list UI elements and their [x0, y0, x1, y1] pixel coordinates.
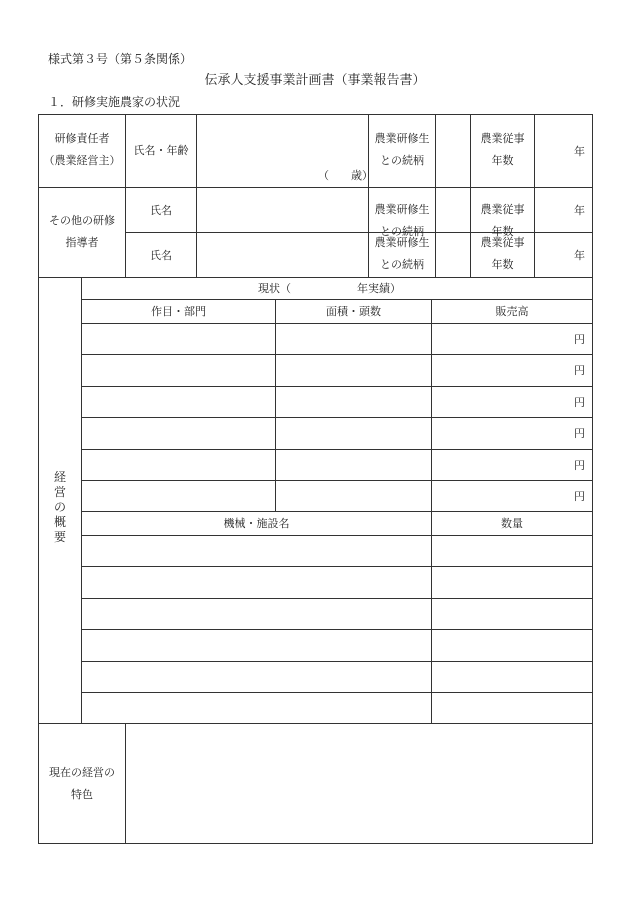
- row-divider: [38, 187, 593, 188]
- row-divider: [81, 386, 593, 387]
- row-divider: [81, 299, 593, 300]
- label-line: 研修責任者: [54, 132, 110, 145]
- responsible-label: [38, 128, 126, 172]
- label-line: 年数: [491, 154, 514, 167]
- management-side-label: [39, 470, 81, 545]
- row-divider: [38, 277, 593, 278]
- label-line: 年数: [491, 225, 514, 238]
- instructors-label: [38, 210, 126, 254]
- label-line: との続柄: [380, 154, 424, 167]
- row-divider: [81, 598, 593, 599]
- column-header-crop: 作目・部門: [151, 305, 206, 318]
- label-line: 現在の経営の: [49, 766, 115, 779]
- features-label: [38, 762, 126, 806]
- col-divider: [431, 511, 432, 724]
- column-header-area: 面積・頭数: [326, 305, 381, 318]
- side-char: 要: [53, 530, 66, 544]
- yen-unit: 円: [574, 396, 585, 409]
- row-divider: [81, 323, 593, 324]
- label-line: その他の研修: [49, 214, 115, 227]
- name-label: 氏名: [150, 204, 172, 217]
- side-char: 営: [53, 485, 66, 499]
- equipment-header: 機械・施設名: [223, 517, 290, 530]
- yen-unit: 円: [574, 427, 585, 440]
- years-label: [470, 128, 535, 172]
- relation-label: [368, 128, 436, 172]
- label-line: との続柄: [380, 225, 424, 238]
- section-heading: １．研修実施農家の状況: [48, 95, 181, 109]
- label-line: （農業経営主）: [43, 154, 121, 167]
- label-line: 農業研修生: [374, 203, 430, 216]
- document-title: 伝承人支援事業計画書（事業報告書）: [204, 73, 426, 88]
- label-line: 指導者: [65, 236, 99, 249]
- label-line: 特色: [71, 788, 93, 801]
- relation-label: [368, 232, 436, 276]
- row-divider: [81, 354, 593, 355]
- row-divider: [81, 511, 593, 512]
- label-line: 農業従事: [480, 236, 525, 249]
- col-divider: [81, 277, 82, 724]
- row-divider: [81, 566, 593, 567]
- column-header-sales: 販売高: [495, 305, 529, 318]
- side-char: 経: [53, 470, 66, 484]
- table-border-top: [38, 114, 593, 115]
- age-unit: （ 歳）: [318, 169, 373, 182]
- row-divider: [81, 535, 593, 536]
- form-number: 様式第３号（第５条関係）: [48, 52, 193, 66]
- years-label: [470, 232, 535, 276]
- year-unit: 年: [574, 204, 585, 217]
- row-divider: [81, 629, 593, 630]
- quantity-header: 数量: [501, 517, 523, 530]
- col-divider: [275, 299, 276, 512]
- year-unit: 年: [574, 249, 585, 262]
- side-char: 概: [53, 515, 66, 529]
- row-divider: [81, 692, 593, 693]
- yen-unit: 円: [574, 459, 585, 472]
- yen-unit: 円: [574, 490, 585, 503]
- row-divider: [38, 723, 593, 724]
- label-line: 年数: [491, 258, 514, 271]
- table-border-bottom: [38, 843, 593, 844]
- year-unit: 年: [574, 145, 585, 158]
- row-divider: [81, 449, 593, 450]
- row-divider: [81, 417, 593, 418]
- status-header: 現状（ 年実績）: [258, 282, 401, 295]
- yen-unit: 円: [574, 364, 585, 377]
- label-line: 農業研修生: [374, 132, 430, 145]
- yen-unit: 円: [574, 333, 585, 346]
- row-divider: [81, 480, 593, 481]
- label-line: 農業従事: [480, 203, 525, 216]
- label-line: 農業従事: [480, 132, 525, 145]
- name-age-label: 氏名・年齢: [133, 144, 189, 157]
- table-border-right: [592, 114, 593, 844]
- name-label: 氏名: [150, 249, 172, 262]
- side-char: の: [53, 500, 66, 514]
- label-line: 農業研修生: [374, 236, 430, 249]
- row-divider: [81, 661, 593, 662]
- label-line: との続柄: [380, 258, 424, 271]
